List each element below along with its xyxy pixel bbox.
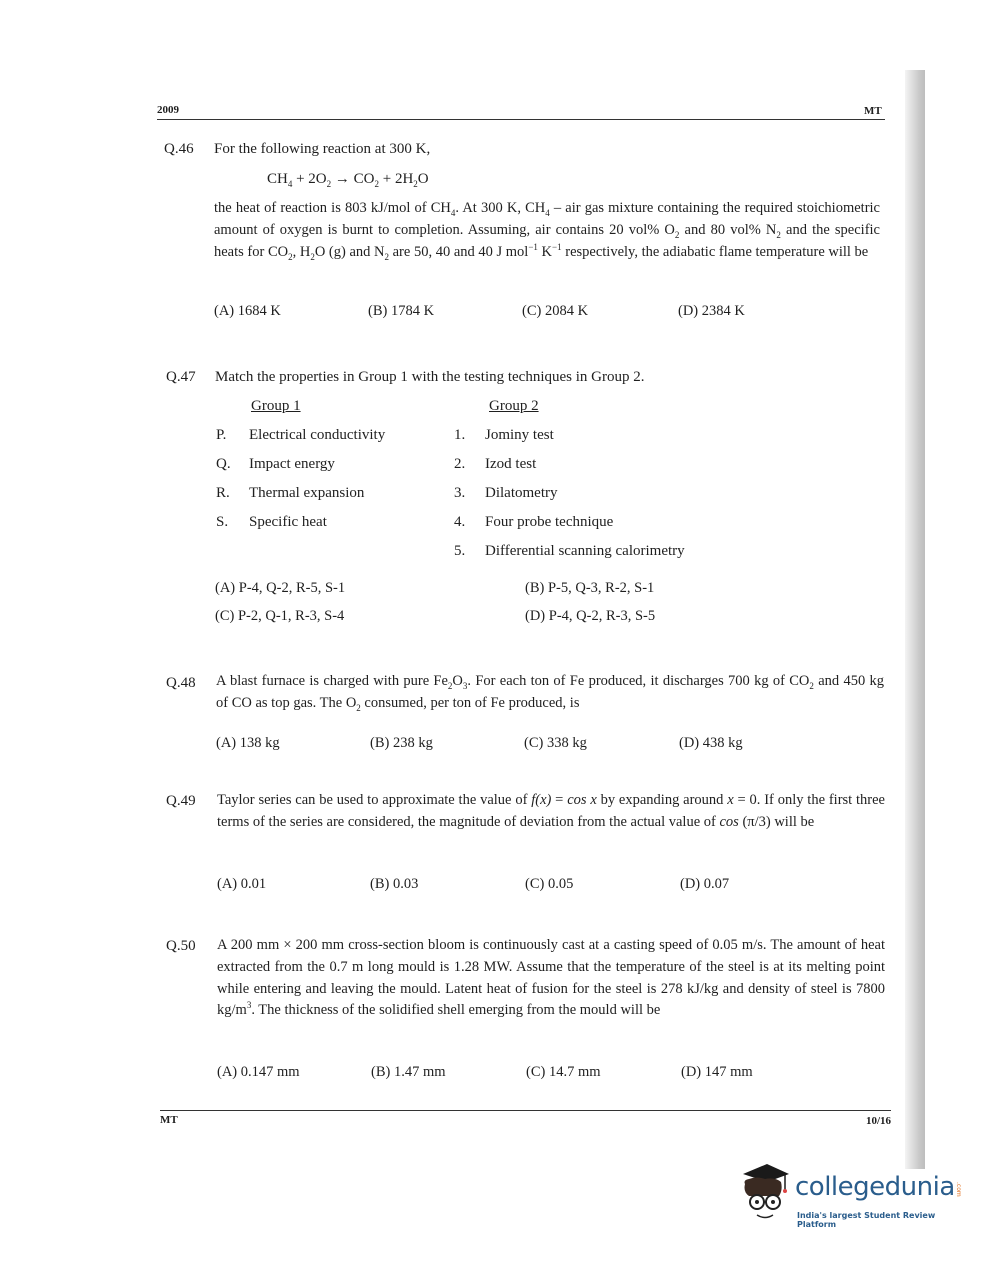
group-1-key: R. bbox=[216, 485, 230, 501]
question-number: Q.48 bbox=[166, 675, 196, 691]
header-rule bbox=[157, 119, 885, 120]
option-c[interactable]: (C) 2084 K bbox=[522, 303, 589, 319]
group-1-key: P. bbox=[216, 427, 227, 443]
group-2-key: 4. bbox=[454, 514, 466, 530]
logo-tagline: India's largest Student Review Platform bbox=[797, 1211, 936, 1229]
mascot-icon bbox=[735, 1160, 795, 1230]
option-c[interactable]: (C) P-2, Q-1, R-3, S-4 bbox=[215, 608, 345, 624]
logo-wordmark: collegedunia bbox=[795, 1172, 955, 1202]
question-body: Taylor series can be used to approximate the value of f(x) = cos x by expanding around x = 0. If only the first three terms of the series are considered, the magnitude of deviation from the actual value of cos (π/3) will be bbox=[217, 792, 885, 830]
question-body: A blast furnace is charged with pure $Fe_2O_3$. For each ton of Fe produced, it discharges 700 kg of $CO_2$ and 450 kg of CO as top gas. The $O_2$ consumed, per ton of Fe produced, is bbox=[216, 673, 884, 713]
option-a[interactable]: (A) 1684 K bbox=[214, 303, 281, 319]
group-2-key: 1. bbox=[454, 427, 466, 443]
group-1-key: Q. bbox=[216, 456, 231, 472]
option-d[interactable]: (D) 2384 K bbox=[678, 303, 745, 319]
option-a[interactable]: (A) 138 kg bbox=[216, 735, 280, 751]
group-1-item: Thermal expansion bbox=[249, 485, 365, 501]
option-c[interactable]: (C) 338 kg bbox=[524, 735, 587, 751]
collegedunia-logo bbox=[735, 1160, 965, 1230]
footer-page-number: 10/16 bbox=[866, 1115, 892, 1127]
option-b[interactable]: (B) 1.47 mm bbox=[371, 1064, 446, 1080]
header-year: 2009 bbox=[157, 104, 179, 116]
header-paper-code: MT bbox=[864, 105, 882, 117]
group-2-item: Izod test bbox=[485, 456, 537, 472]
group-2-item: Jominy test bbox=[485, 427, 554, 443]
logo-suffix: .com bbox=[955, 1182, 962, 1197]
option-d[interactable]: (D) 438 kg bbox=[679, 735, 743, 751]
option-b[interactable]: (B) 238 kg bbox=[370, 735, 433, 751]
question-number: Q.50 bbox=[166, 938, 196, 954]
footer-paper-code: MT bbox=[160, 1114, 178, 1126]
option-b[interactable]: (B) 1784 K bbox=[368, 303, 435, 319]
group-1-item: Impact energy bbox=[249, 456, 335, 472]
question-intro: Match the properties in Group 1 with the testing techniques in Group 2. bbox=[215, 369, 645, 385]
scan-page-edge-shadow bbox=[905, 70, 925, 1169]
question-body: A 200 mm × 200 mm cross-section bloom is continuously cast at a casting speed of 0.05 m/s. The amount of heat extracted from the 0.7 m long mould is 1.28 MW. Assume that the temperature of the steel is at its melting point while entering and leaving the mould. Latent heat of fusion for the steel is 278 kJ/kg and density of steel is 7800 $kg/m^3$. The thickness of the solidified shell emerging from the mould will be bbox=[217, 937, 885, 1019]
group-2-key: 5. bbox=[454, 543, 466, 559]
group-1-key: S. bbox=[216, 514, 229, 530]
option-d[interactable]: (D) P-4, Q-2, R-3, S-5 bbox=[525, 608, 656, 624]
question-number: Q.47 bbox=[166, 369, 196, 385]
group-2-key: 2. bbox=[454, 456, 466, 472]
group-1-item: Specific heat bbox=[249, 514, 327, 530]
option-d[interactable]: (D) 0.07 bbox=[680, 876, 730, 892]
option-d[interactable]: (D) 147 mm bbox=[681, 1064, 753, 1080]
option-c[interactable]: (C) 0.05 bbox=[525, 876, 574, 892]
group-2-key: 3. bbox=[454, 485, 466, 501]
group-1-item: Electrical conductivity bbox=[249, 427, 386, 443]
option-a[interactable]: (A) P-4, Q-2, R-5, S-1 bbox=[215, 580, 346, 596]
option-a[interactable]: (A) 0.147 mm bbox=[217, 1064, 300, 1080]
group-1-title: Group 1 bbox=[251, 398, 301, 414]
option-b[interactable]: (B) P-5, Q-3, R-2, S-1 bbox=[525, 580, 655, 596]
group-2-title: Group 2 bbox=[489, 398, 539, 414]
group-2-item: Four probe technique bbox=[485, 514, 614, 530]
footer-rule bbox=[160, 1110, 891, 1111]
group-2-item: Dilatometry bbox=[485, 485, 558, 501]
question-number: Q.46 bbox=[164, 141, 194, 157]
question-intro: For the following reaction at 300 K, bbox=[214, 141, 431, 157]
option-b[interactable]: (B) 0.03 bbox=[370, 876, 419, 892]
reaction-equation: $CH_4 + 2O_2 \to CO_2 + 2H_2O$ bbox=[267, 171, 429, 189]
group-2-item: Differential scanning calorimetry bbox=[485, 543, 685, 559]
question-body: the heat of reaction is 803 kJ/mol of $CH_4$. At 300 K, $CH_4$ – air gas mixture containing the required stoichiometric amount of oxygen is burnt to completion. Assuming, air contains 20 vol% $O_2$ and 80 vol% $N_2$ and the specific heats for $CO_2$, $H_2O$ (g) and $N_2$ are 50, 40 and 40 J mol$^{-1}$ $K^{-1}$ respectively, the adiabatic flame temperature will be bbox=[214, 200, 880, 262]
question-number: Q.49 bbox=[166, 793, 196, 809]
option-c[interactable]: (C) 14.7 mm bbox=[526, 1064, 601, 1080]
option-a[interactable]: (A) 0.01 bbox=[217, 876, 267, 892]
